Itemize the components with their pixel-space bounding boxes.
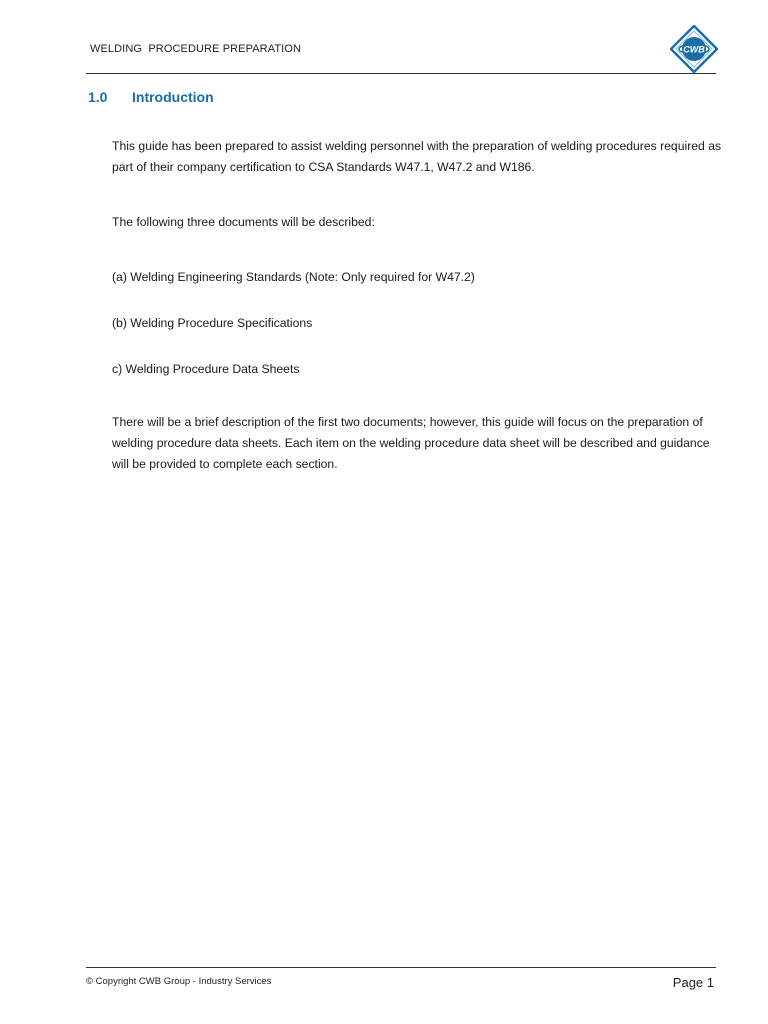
header-divider [86, 73, 716, 74]
page-number: Page 1 [672, 975, 714, 990]
list-item-c: c) Welding Procedure Data Sheets [112, 362, 300, 376]
section-heading [88, 89, 214, 105]
list-item-b: (b) Welding Procedure Specifications [112, 316, 313, 330]
section-title: Introduction [132, 89, 214, 105]
intro-paragraph: This guide has been prepared to assist welding personnel with the preparation of welding procedures required as part of their company certification to CSA Standards W47.1, W47.2 and W186. [112, 139, 722, 174]
header-title: WELDING PROCEDURE PREPARATION [90, 43, 302, 55]
cwb-logo [670, 25, 718, 73]
logo-text: CWB [683, 44, 705, 55]
list-item-a: (a) Welding Engineering Standards (Note: Only required for W47.2) [112, 270, 475, 284]
lead-paragraph: The following three documents will be described: [112, 215, 375, 229]
closing-paragraph: There will be a brief description of the first two documents; however, this guide will focus on the preparation of welding procedure data sheets. Each item on the welding procedure data sheet will be described and guidance will be provided to complete each section. [112, 415, 710, 471]
footer-divider [86, 967, 716, 968]
footer-copyright: © Copyright CWB Group - Industry Services [86, 976, 272, 987]
section-number: 1.0 [88, 89, 108, 105]
